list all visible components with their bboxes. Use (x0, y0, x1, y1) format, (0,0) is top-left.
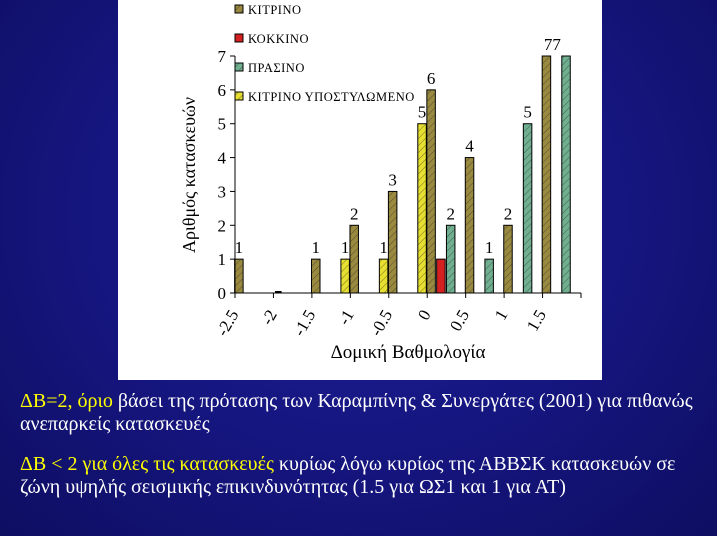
bar-hatch (341, 259, 350, 293)
y-tick-label: 7 (217, 47, 226, 66)
y-tick-label: 4 (217, 148, 226, 168)
data-label: 5 (523, 102, 532, 122)
bar-hatch (418, 124, 427, 293)
y-tick-label: 2 (217, 216, 226, 236)
y-axis-title: Αριθμός κατασκευών (179, 97, 199, 253)
legend-swatch (235, 34, 243, 42)
bar-hatch (427, 90, 436, 293)
x-tick-label: 0.5 (446, 306, 474, 335)
x-tick-label: 0 (413, 306, 435, 324)
x-tick-label: -2 (257, 306, 281, 329)
x-tick-label: 1.5 (522, 306, 551, 335)
caption-all-buildings (20, 453, 710, 499)
bar-hatch (485, 259, 494, 293)
data-label: 77 (543, 35, 561, 54)
bar-chart (118, 0, 602, 380)
chart-panel (118, 0, 602, 380)
x-tick-label: -1.5 (289, 306, 320, 340)
data-label: 3 (388, 170, 397, 190)
caption-threshold-highlight: ΔΒ=2, όριο (20, 390, 113, 412)
bar-hatch (446, 225, 455, 293)
bar-hatch (235, 259, 244, 293)
data-label: 1 (484, 238, 494, 258)
data-label: 5 (417, 102, 427, 122)
y-tick-label: 5 (217, 114, 226, 134)
y-tick-label: 6 (217, 80, 226, 100)
caption-threshold (20, 390, 710, 436)
y-tick-label: 3 (217, 182, 226, 202)
data-label: 1 (340, 238, 350, 258)
x-axis-title: Δομική Βαθμολογία (330, 342, 486, 363)
legend-label: ΠΡΑΣΙΝΟ (248, 61, 305, 75)
legend-swatch-hatch (235, 63, 243, 71)
legend-swatch-hatch (235, 5, 243, 13)
x-tick-label: 1 (490, 306, 512, 324)
y-tick-label: 1 (217, 250, 226, 270)
bar-hatch (350, 225, 359, 293)
bar-hatch (465, 158, 474, 293)
bar (437, 259, 446, 293)
legend-label: ΚΟΚΚΙΝΟ (248, 32, 309, 46)
bar-hatch (562, 56, 571, 293)
bar-hatch (523, 124, 532, 293)
data-label: 2 (446, 204, 455, 224)
caption-threshold-text: βάσει της πρότασης των Καραμπίνης & Συνεργάτες (2001) για πιθανώς ανεπαρκείς κατασκευές (20, 390, 693, 435)
bar-hatch (504, 225, 513, 293)
data-label: 2 (503, 204, 513, 224)
caption-all-buildings-highlight: ΔΒ < 2 για όλες τις κατασκευές (20, 453, 274, 475)
data-label: 1 (311, 238, 321, 258)
caption-all-buildings-text: κυρίως λόγω κυρίως της ΑΒΒΣΚ κατασκευών σε ζώνη υψηλής σεισμικής επικινδυνότητας (1.5 για ΩΣ1 και 1 για ΑΤ) (20, 453, 676, 498)
data-label: 1 (234, 238, 244, 258)
y-tick-label: 0 (217, 284, 226, 303)
data-label: 1 (379, 238, 388, 258)
legend-label: ΚΙΤΡΙΝΟ ΥΠΟΣΤΥΛΩΜΕΝΟ (248, 90, 415, 104)
data-label: 4 (465, 136, 474, 156)
bar-hatch (542, 56, 551, 293)
x-tick-label: -2.5 (212, 306, 243, 340)
data-label: 2 (349, 204, 359, 224)
bar-hatch (312, 259, 321, 293)
x-tick-label: -0.5 (366, 306, 397, 340)
data-label: 6 (426, 68, 436, 88)
x-tick-label: -1 (334, 306, 358, 329)
bar-hatch (379, 259, 388, 293)
bar-hatch (388, 191, 397, 293)
legend-label: ΚΙΤΡΙΝΟ (248, 3, 302, 17)
legend-swatch-hatch (235, 92, 243, 100)
